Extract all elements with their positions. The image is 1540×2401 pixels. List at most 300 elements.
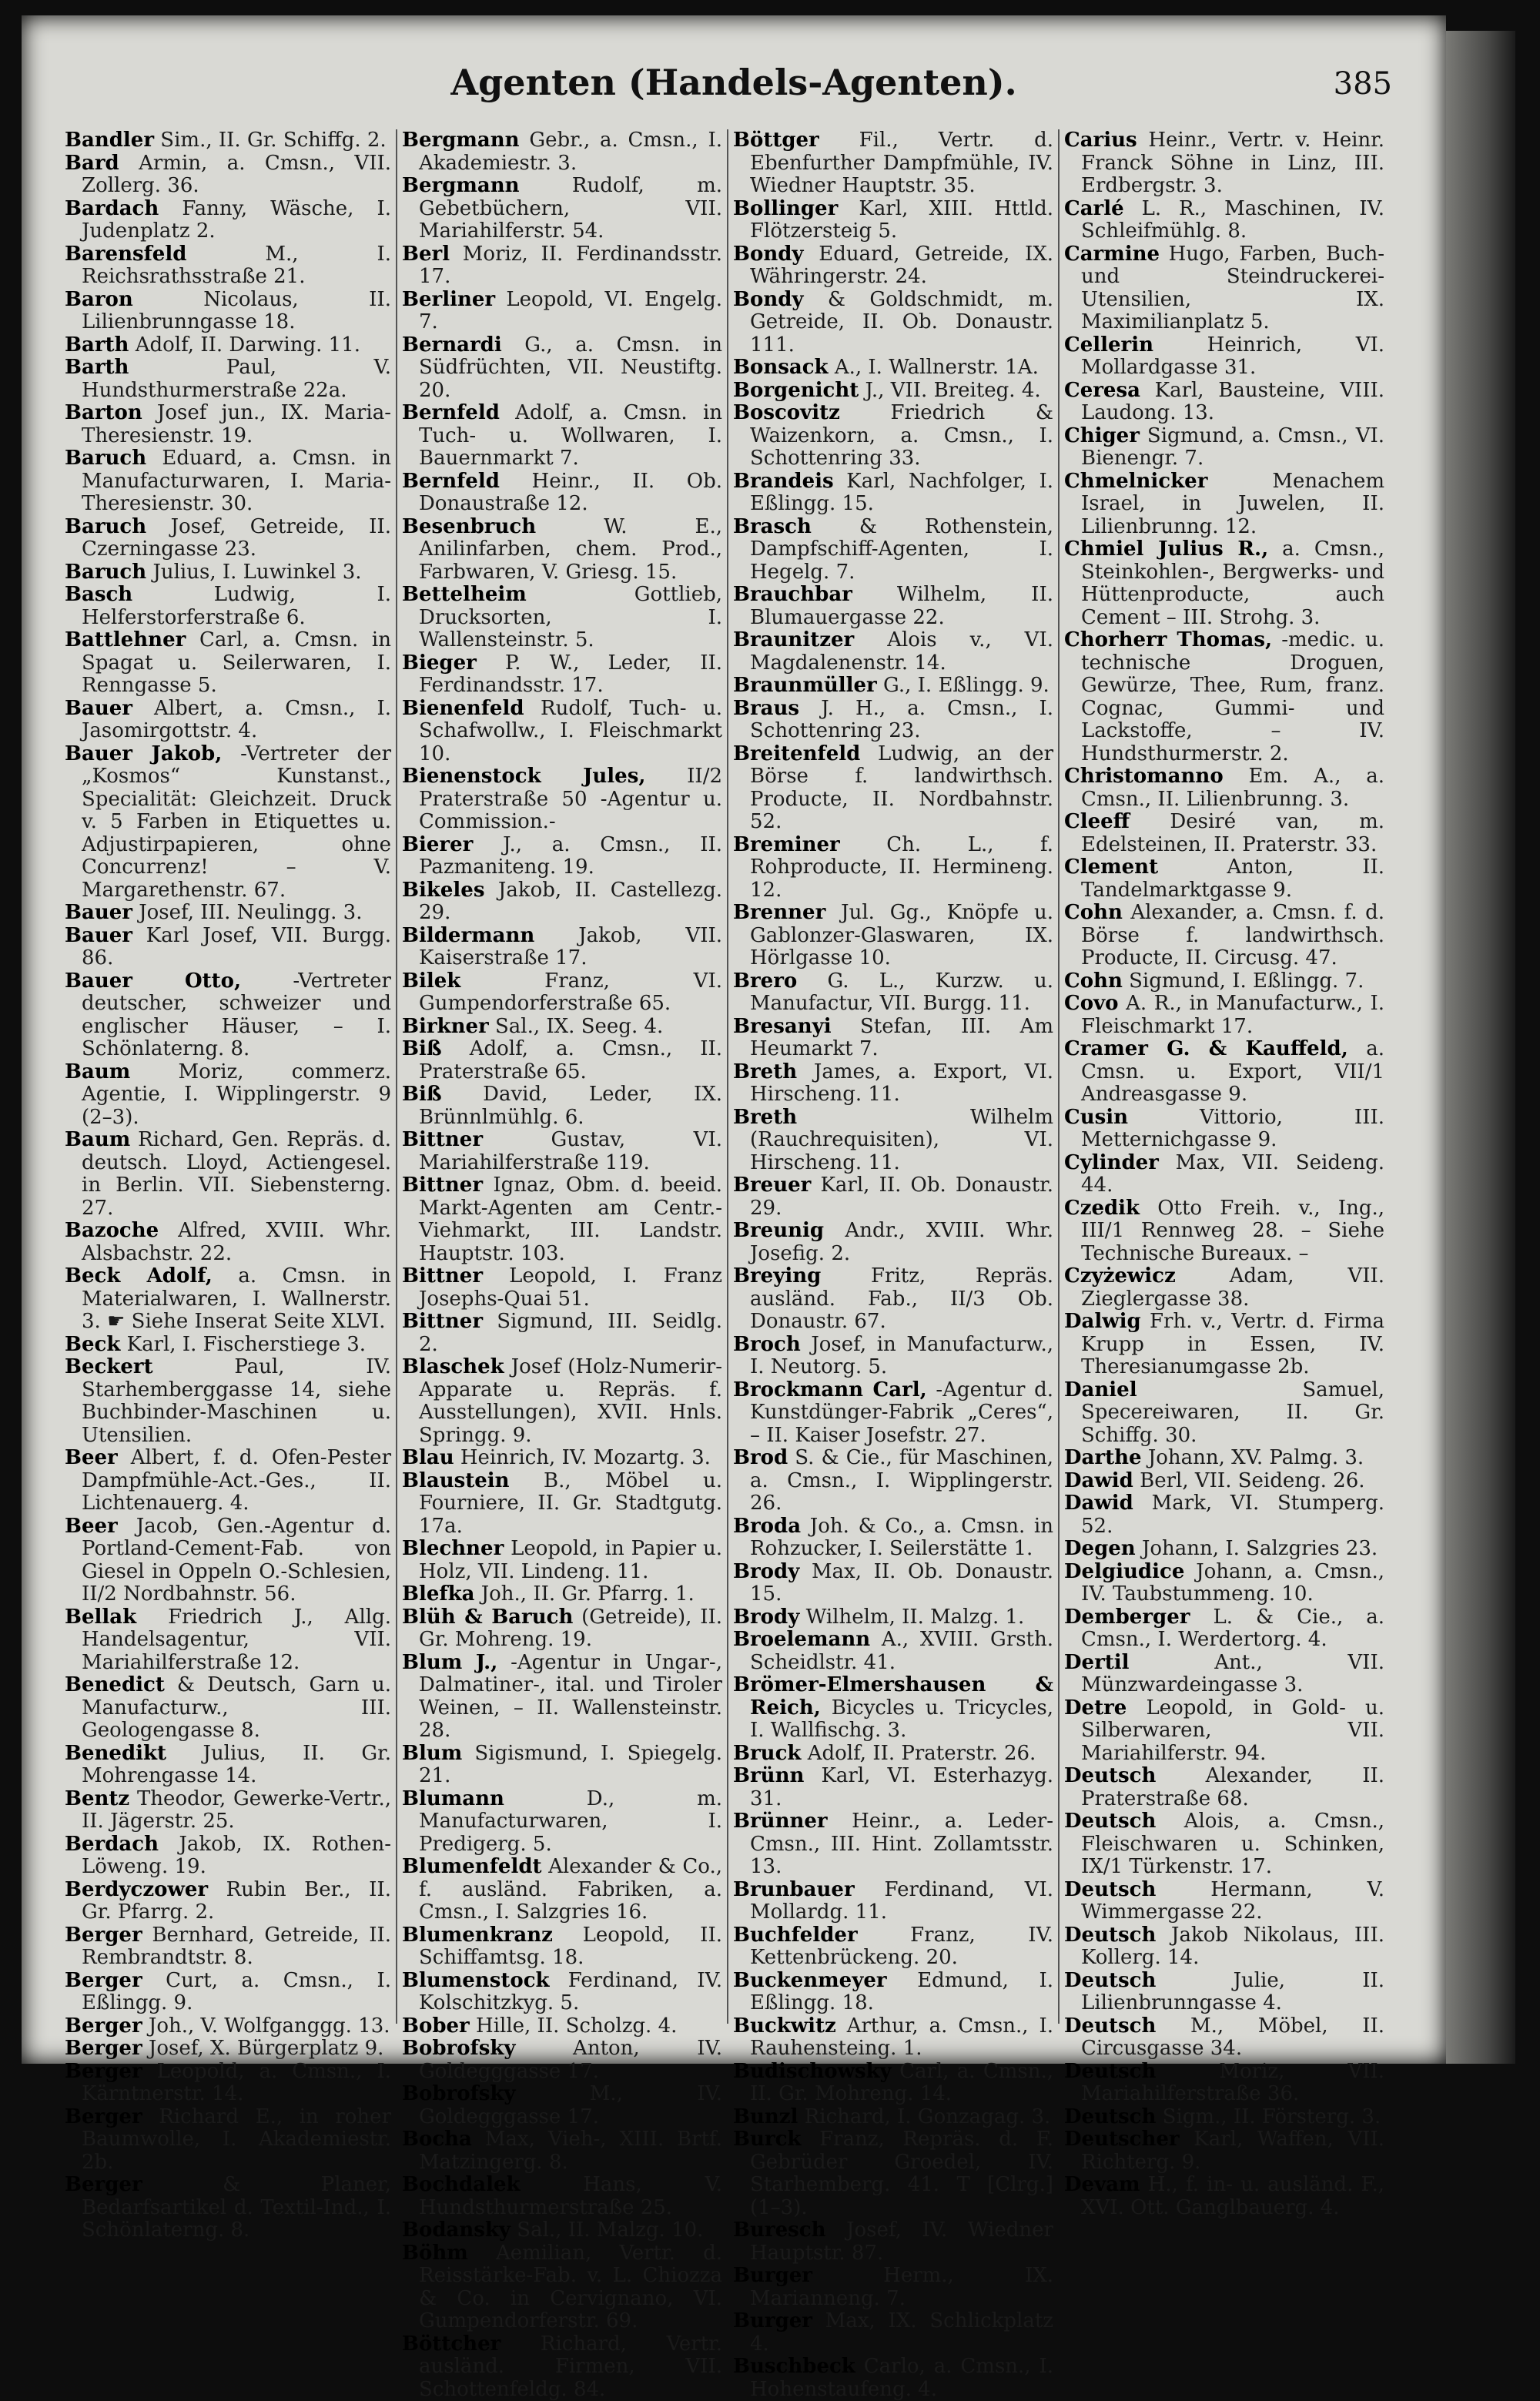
directory-entry [1064,1038,1384,1107]
directory-entry [65,1447,391,1515]
directory-entry [402,2242,722,2333]
entry-details: Mark, VI. Stumperg. 52. [1081,1492,1384,1538]
entry-details: Anton, IV. Goldegggasse 17. [419,2037,722,2083]
directory-entry [1064,902,1384,970]
entry-details: a. Cmsn., Steinkohlen-, Bergwerks- und Hüttenproducte, auch Cement – III. Strohg. 3. [1081,537,1384,629]
entry-details: Hermann, V. Wimmergasse 22. [1081,1878,1384,1924]
directory-entry [402,1538,722,1583]
entry-details: Hans, V. Hundsthurmerstraße 25. [419,2173,722,2219]
entry-details: Andr., XVIII. Whr. Josefig. 2. [750,1219,1053,1265]
entry-name: Budischowsky [733,2060,892,2083]
entry-details: Adolf, a. Cmsn., II. Praterstraße 65. [419,1037,722,1083]
directory-entry [733,1174,1053,1220]
entry-name: Deutsch [1064,1969,1156,1992]
directory-entry [65,357,391,402]
entry-name: Baruch [65,447,146,470]
entry-name: Beckert [65,1355,153,1378]
entry-name: Braunmüller [733,674,877,697]
entry-name: Czyżewicz [1064,1264,1176,1288]
entry-name: Berger [65,2105,142,2128]
directory-entry [1064,1879,1384,1924]
entry-name: Breth [733,1060,797,1083]
entry-details: Rudolf, m. Gebetbüchern, VII. Mariahilferstr. 54. [419,174,722,243]
directory-entry [402,698,722,766]
entry-details: James, a. Export, VI. Hirscheng. 11. [750,1060,1053,1107]
directory-entry [733,1379,1053,1448]
entry-details: Samuel, Specereiwaren, II. Gr. Schiffg. 30. [1081,1378,1384,1447]
entry-name: Beck [65,1333,120,1356]
entry-details: Moriz, commerz. Agentie, I. Wipplingerstr. 9 (2–3). [82,1060,391,1129]
directory-entry [402,652,722,698]
entry-name: Baum [65,1060,130,1083]
entry-details: a. Cmsn. u. Export, VII/1 Andreasgasse 9. [1081,1037,1384,1106]
entry-name: Berger [65,2173,142,2196]
entry-name: Brunbauer [733,1878,855,1901]
directory-entry [733,698,1053,743]
entry-name: Dertil [1064,1651,1130,1674]
directory-entry [65,1788,391,1833]
directory-entry [402,2174,722,2219]
entry-name: Boscovitz [733,401,840,424]
entry-details: Bicycles u. Tricycles, I. Wallfischg. 3. [750,1696,1053,1743]
entry-name: Biß [402,1083,442,1106]
directory-entry [1064,198,1384,243]
entry-details: Sigmund, I. Eßlingg. 7. [1129,969,1364,993]
directory-entry [1064,1765,1384,1810]
entry-name: Bauer [65,924,132,947]
entry-details: M., Möbel, II. Circusgasse 34. [1081,2014,1384,2061]
directory-entry [402,1016,722,1039]
entry-name: Baruch [65,561,146,584]
directory-entry [65,584,391,629]
entry-name: Bergmann [402,129,520,152]
entry-details: Carlo, a. Cmsn., I. Hohenstaufeng. 4. [750,2355,1053,2401]
entry-details: Ludwig, an der Börse f. landwirthsch. Producte, II. Nordbahnstr. 52. [750,742,1053,834]
entry-details: Nicolaus, II. Lilienbrunngasse 18. [82,288,391,334]
entry-name: Bobrofsky [402,2037,515,2060]
entry-name: Birkner [402,1015,489,1038]
entry-details: Gebr., a. Cmsn., I. Akademiestr. 3. [419,129,722,175]
entry-details: Ignaz, Obm. d. beeid. Markt-Agenten am Centr.-Viehmarkt, III. Landstr. Hauptstr. 103. [419,1174,722,1265]
entry-details: Josef (Holz-Numerir-Apparate u. Repräs. f. Ausstellungen), XVII. Hnls. Springg. 9. [419,1355,722,1447]
directory-entry [733,2219,1053,2265]
entry-name: Breuer [733,1174,811,1197]
directory-entry [1064,2128,1384,2174]
directory-entry [402,1970,722,2015]
directory-entry [402,970,722,1016]
directory-entry [1064,2174,1384,2219]
entry-name: Breunig [733,1219,824,1242]
entry-details: Julie, II. Lilienbrunngasse 4. [1081,1969,1384,2015]
entry-name: Deutsch [1064,1810,1156,1833]
entry-name: Dalwig [1064,1310,1141,1333]
directory-entry [1064,1561,1384,1606]
entry-details: Alexander, a. Cmsn. f. d. Börse f. landwirthsch. Producte, II. Circusg. 47. [1081,901,1384,969]
entry-details: Johann, XV. Palmg. 3. [1148,1446,1364,1469]
entry-name: Brünn [733,1764,804,1787]
entry-name: Covo [1064,992,1118,1015]
entry-name: Bildermann [402,924,534,947]
book-edge [1446,31,1515,2064]
directory-entry [733,675,1053,698]
directory-entry [733,1447,1053,1515]
entry-details: Moriz, II. Ferdinandsstr. 17. [419,243,722,289]
directory-entry [402,1924,722,1970]
directory-entry [733,1765,1053,1810]
entry-name: Bettelheim [402,583,527,606]
entry-details: Heinrich, IV. Mozartg. 3. [460,1446,711,1469]
entry-name: Bobrofsky [402,2082,515,2105]
entry-name: Bentz [65,1787,129,1810]
directory-entry [402,2219,722,2242]
directory-entry [733,1016,1053,1061]
directory-entry [1064,2106,1384,2129]
entry-details: Hille, II. Scholzg. 4. [476,2014,677,2038]
entry-name: Deutsch [1064,1924,1156,1947]
directory-entry [733,1606,1053,1629]
entry-name: Burck [733,2128,801,2151]
directory-entry [1064,993,1384,1038]
entry-details: D., m. Manufacturwaren, I. Predigerg. 5. [419,1787,722,1856]
directory-entry [1064,243,1384,334]
directory-entry [1064,1970,1384,2015]
entry-details: Karl, XIII. Httld. Flötzersteig 5. [750,197,1053,243]
entry-name: Blüh & Baruch [402,1606,573,1629]
entry-details: Richard, Gen. Repräs. d. deutsch. Lloyd, Actiengesel. in Berlin. VII. Siebensterng. 27. [82,1128,391,1220]
entry-details: Wilhelm, II. Malzg. 1. [806,1606,1025,1629]
entry-name: Bocha [402,2128,472,2151]
entry-name: Blum [402,1742,462,1765]
entry-details: Joh., V. Wolfganggg. 13. [149,2014,390,2038]
entry-name: Bauer Otto, [65,969,241,993]
entry-details: Adolf, II. Darwing. 11. [136,333,360,357]
directory-entry [65,1265,391,1334]
directory-entry [402,2333,722,2401]
entry-name: Daniel [1064,1378,1137,1401]
directory-entry [733,584,1053,629]
entry-details: Leopold, VI. Engelg. 7. [419,288,722,334]
entry-name: Bazoche [65,1219,159,1242]
entry-details: Franz, IV. Kettenbrückeng. 20. [750,1924,1053,1970]
entry-name: Bieger [402,651,477,675]
entry-details: Josef, X. Bürgerplatz 9. [149,2037,384,2060]
entry-details: Aemilian, Vertr. d. Reisstärke-Fab. v. L. Chiozza & Co. in Cervignano, VI. Gumpendorferstr. 69. [419,2242,722,2333]
entry-name: Berger [65,2060,142,2083]
entry-details: Stefan, III. Am Heumarkt 7. [750,1015,1053,1061]
entry-details: Desiré van, m. Edelsteinen, II. Praterstr. 33. [1081,810,1384,856]
entry-name: Cohn [1064,969,1123,993]
directory-entry [65,1833,391,1879]
entry-name: Deutsch [1064,2014,1156,2038]
entry-details: Alexander & Co., f. ausländ. Fabriken, a. Cmsn., I. Salzgries 16. [419,1855,722,1924]
entry-name: Bauer [65,697,132,720]
entry-details: -Vertreter der „Kosmos“ Kunstanst., Specialität: Gleichzeit. Druck v. 5 Farben in Etiquettes u. Adjustirpapieren, ohne Concurrenz! – V. Margarethenstr. 67. [82,742,391,902]
entry-details: Jakob, II. Castellezg. 29. [419,879,722,925]
entry-details: Albert, f. d. Ofen-Pester Dampfmühle-Act.-Ges., II. Lichtenauerg. 4. [82,1446,391,1515]
entry-name: Bunzl [733,2105,798,2128]
directory-entry [1064,334,1384,380]
directory-entry [1064,1379,1384,1448]
directory-entry [733,1107,1053,1175]
directory-entry [733,2128,1053,2219]
entry-details: Jakob, VII. Kaiserstraße 17. [419,924,722,970]
entry-name: Ceresa [1064,379,1140,402]
entry-details: Franz, VI. Gumpendorferstraße 65. [419,969,722,1016]
entry-details: Ant., VII. Münzwardeingasse 3. [1081,1651,1384,1697]
entry-name: Bauer [65,901,132,924]
directory-entry [65,289,391,334]
entry-details: Fritz, Repräs. ausländ. Fab., II/3 Ob. Donaustr. 67. [750,1264,1053,1333]
directory-entry [733,743,1053,834]
directory-entry [402,1652,722,1743]
entry-details: M., I. Reichsrathsstraße 21. [82,243,391,289]
entry-details: W. E., Anilinfarben, chem. Prod., Farbwaren, V. Griesg. 15. [419,515,722,584]
directory-entry [402,175,722,243]
entry-name: Deutsch [1064,2105,1156,2128]
entry-name: Broelemann [733,1628,870,1651]
directory-entry [733,1220,1053,1265]
entry-details: Sigm., II. Försterg. 3. [1163,2105,1381,2128]
entry-name: Beck Adolf, [65,1264,213,1288]
directory-entry [402,2083,722,2128]
entry-name: Bittner [402,1264,483,1288]
directory-entry [1064,2015,1384,2061]
entry-details: Leopold, II. Schiffamtsg. 18. [419,1924,722,1970]
entry-details: Sal., II. Malzg. 10. [517,2218,703,2242]
directory-entry [1064,1492,1384,1538]
directory-entry [402,334,722,403]
entry-details: Jakob Nikolaus, III. Kollerg. 14. [1081,1924,1384,1970]
directory-entry [65,1334,391,1357]
entry-name: Buresch [733,2218,826,2242]
entry-name: Blechner [402,1537,504,1560]
entry-name: Blaschek [402,1355,504,1378]
entry-name: Delgiudice [1064,1560,1184,1583]
directory-entry [65,1970,391,2015]
directory-entry [402,1174,722,1265]
directory-entry [1064,811,1384,856]
entry-details: Sim., II. Gr. Schiffg. 2. [160,129,386,152]
entry-name: Bellak [65,1606,136,1629]
entry-details: Richard, I. Gonzagag. 3. [805,2105,1051,2128]
entry-name: Brandeis [733,470,834,493]
entry-details: B., Möbel u. Fourniere, II. Gr. Stadtgutg. 17a. [419,1469,722,1538]
directory-entry [65,1924,391,1970]
entry-name: Bittner [402,1128,483,1151]
entry-details: Ludwig, I. Helferstorferstraße 6. [82,583,391,629]
entry-name: Broch [733,1333,801,1356]
directory-entry [733,1674,1053,1743]
directory-entry [1064,856,1384,902]
entry-name: Cellerin [1064,333,1153,357]
entry-details: Bernhard, Getreide, II. Rembrandtstr. 8. [82,1924,391,1970]
directory-entry [65,1356,391,1447]
entry-name: Berger [65,2037,142,2060]
directory-entry [402,1583,722,1606]
directory-entry [65,152,391,198]
directory-entry [733,1265,1053,1334]
entry-details: J. H., a. Cmsn., I. Schottenring 23. [750,697,1053,743]
entry-name: Brauchbar [733,583,852,606]
entry-name: Blumann [402,1787,504,1810]
entry-details: Franz, Repräs. d. F. Gebrüder Groedel, IV. Starhemberg. 41. T [Clrg.] (1–3). [750,2128,1053,2219]
entry-details: Richard E., in roher Baumwolle, I. Akademiestr. 2b. [82,2105,391,2174]
entry-name: Deutsch [1064,1878,1156,1901]
entry-details: Karl, Waffen, VII. Richterg. 9. [1081,2128,1384,2174]
directory-entry [1064,380,1384,425]
entry-details: Menachem Israel, in Juwelen, II. Lilienbrunng. 12. [1081,470,1384,538]
directory-entry [65,1129,391,1220]
entry-details: Johann, a. Cmsn., IV. Taubstummeng. 10. [1081,1560,1384,1606]
entry-details: Vittorio, III. Metternichgasse 9. [1081,1106,1384,1152]
directory-entry [65,402,391,447]
directory-entry [1064,129,1384,198]
entry-name: Cohn [1064,901,1123,924]
entry-details: Arthur, a. Cmsn., I. Rauhensteing. 1. [750,2014,1053,2061]
directory-entry [1064,538,1384,629]
entry-details: J., a. Cmsn., II. Pazmaniteng. 19. [419,833,722,879]
entry-name: Blefka [402,1582,474,1606]
entry-name: Buchfelder [733,1924,858,1947]
entry-details: Carl, a. Cmsn., II. Gr. Mohreng. 14. [750,2060,1053,2106]
directory-entry [402,2038,722,2083]
entry-name: Baron [65,288,133,311]
page-title: Agenten (Handels-Agenten). [22,62,1446,103]
entry-details: Armin, a. Cmsn., VII. Zollerg. 36. [82,152,391,198]
entry-name: Carius [1064,129,1137,152]
directory-entry [65,2061,391,2106]
directory-entry [402,1743,722,1788]
directory-entry [1064,1924,1384,1970]
directory-entry [1064,629,1384,765]
entry-name: Brömer-Elmershausen & Reich, [733,1673,1053,1720]
directory-entry [65,516,391,561]
entry-name: Böhm [402,2242,468,2265]
entry-name: Battlehner [65,628,186,651]
entry-details: P. W., Leder, II. Ferdinandsstr. 17. [419,651,722,698]
entry-name: Böttger [733,129,819,152]
directory-entry [733,129,1053,198]
entry-name: Chmelnicker [1064,470,1207,493]
entry-name: Bernfeld [402,470,500,493]
directory-entry [1064,1447,1384,1470]
entry-details: Joh., II. Gr. Pfarrg. 1. [481,1582,695,1606]
entry-name: Chiger [1064,424,1140,447]
entry-name: Bresanyi [733,1015,832,1038]
entry-details: Leopold, in Papier u. Holz, VII. Lindeng. 11. [419,1537,722,1583]
directory-entry [1064,1652,1384,1697]
entry-name: Brody [733,1560,799,1583]
entry-details: Adolf, II. Praterstr. 26. [808,1742,1036,1765]
entry-name: Burger [733,2309,812,2332]
column-2 [396,129,727,2024]
entry-name: Biß [402,1037,442,1060]
entry-name: Blum J., [402,1651,497,1674]
directory-entry [65,1606,391,1675]
entry-name: Detre [1064,1696,1127,1720]
entry-name: Bonsack [733,356,829,379]
entry-name: Bernfeld [402,401,500,424]
directory-entry [402,1265,722,1311]
directory-entry [65,925,391,970]
entry-details: Julius, I. Luwinkel 3. [152,561,361,584]
entry-name: Chmiel Julius R., [1064,537,1268,561]
entry-details: G., a. Cmsn. in Südfrüchten, VII. Neustiftg. 20. [419,333,722,402]
entry-name: Brockmann Carl, [733,1378,927,1401]
entry-name: Breitenfeld [733,742,860,765]
entry-name: Bauer Jakob, [65,742,222,765]
directory-entry [402,1788,722,1857]
entry-name: Bondy [733,288,804,311]
entry-name: Degen [1064,1537,1136,1560]
entry-details: Heinr., Vertr. v. Heinr. Franck Söhne in Linz, III. Erdbergstr. 3. [1081,129,1384,197]
entry-details: -Vertreter deutscher, schweizer und englischer Häuser, – I. Schönlaterng. 8. [82,969,391,1061]
directory-entry [402,1311,722,1356]
entry-name: Brenner [733,901,825,924]
directory-entry [733,1743,1053,1766]
entry-name: Bernardi [402,333,502,357]
entry-name: Bober [402,2014,470,2038]
directory-entry [402,765,722,834]
column-1 [65,129,396,2024]
entry-name: Breying [733,1264,821,1288]
entry-name: Brünner [733,1810,828,1833]
entry-details: Karl, II. Ob. Donaustr. 29. [750,1174,1053,1220]
directory-entry [733,243,1053,289]
entry-details: Wilhelm (Rauchrequisiten), VI. Hirscheng. 11. [750,1106,1053,1174]
directory-columns [65,129,1389,2024]
entry-details: Max, Vieh-, XIII. Brtf. Matzingerg. 8. [419,2128,722,2174]
entry-name: Bergmann [402,174,520,197]
entry-details: & Goldschmidt, m. Getreide, II. Ob. Donaustr. 111. [750,288,1053,357]
entry-details: J., VII. Breiteg. 4. [865,379,1041,402]
entry-name: Barth [65,333,129,357]
entry-name: Bienenfeld [402,697,524,720]
entry-details: Max, VII. Seideng. 44. [1081,1151,1384,1197]
directory-entry [402,470,722,516]
entry-name: Darthe [1064,1446,1142,1469]
directory-entry [1064,1470,1384,1493]
directory-entry [65,2106,391,2175]
entry-name: Blumenfeldt [402,1855,542,1878]
directory-entry [733,1561,1053,1606]
entry-details: Alois v., VI. Magdalenenstr. 14. [750,628,1053,675]
entry-name: Bardach [65,197,159,220]
entry-name: Barton [65,401,142,424]
entry-details: Gustav, VI. Mariahilferstraße 119. [419,1128,722,1174]
entry-details: G., I. Eßlingg. 9. [883,674,1050,697]
entry-name: Benedikt [65,1742,166,1765]
entry-name: Berger [65,2014,142,2038]
entry-name: Bierer [402,833,473,856]
directory-entry [65,2174,391,2242]
entry-details: Rubin Ber., II. Gr. Pfarrg. 2. [82,1878,391,1924]
directory-entry [402,129,722,175]
entry-details: Josef jun., IX. Maria-Theresienstr. 19. [82,401,391,447]
directory-entry [733,2265,1053,2310]
entry-name: Buckwitz [733,2014,836,2038]
entry-name: Borgenicht [733,379,859,402]
entry-name: Bochdalek [402,2173,521,2196]
directory-entry [733,970,1053,1016]
directory-entry [65,129,391,152]
entry-name: Barensfeld [65,243,186,266]
entry-name: Bondy [733,243,804,266]
entry-name: Berdyczower [65,1878,208,1901]
entry-name: Bandler [65,129,154,152]
entry-name: Benedict [65,1673,165,1696]
entry-name: Carmine [1064,243,1160,266]
